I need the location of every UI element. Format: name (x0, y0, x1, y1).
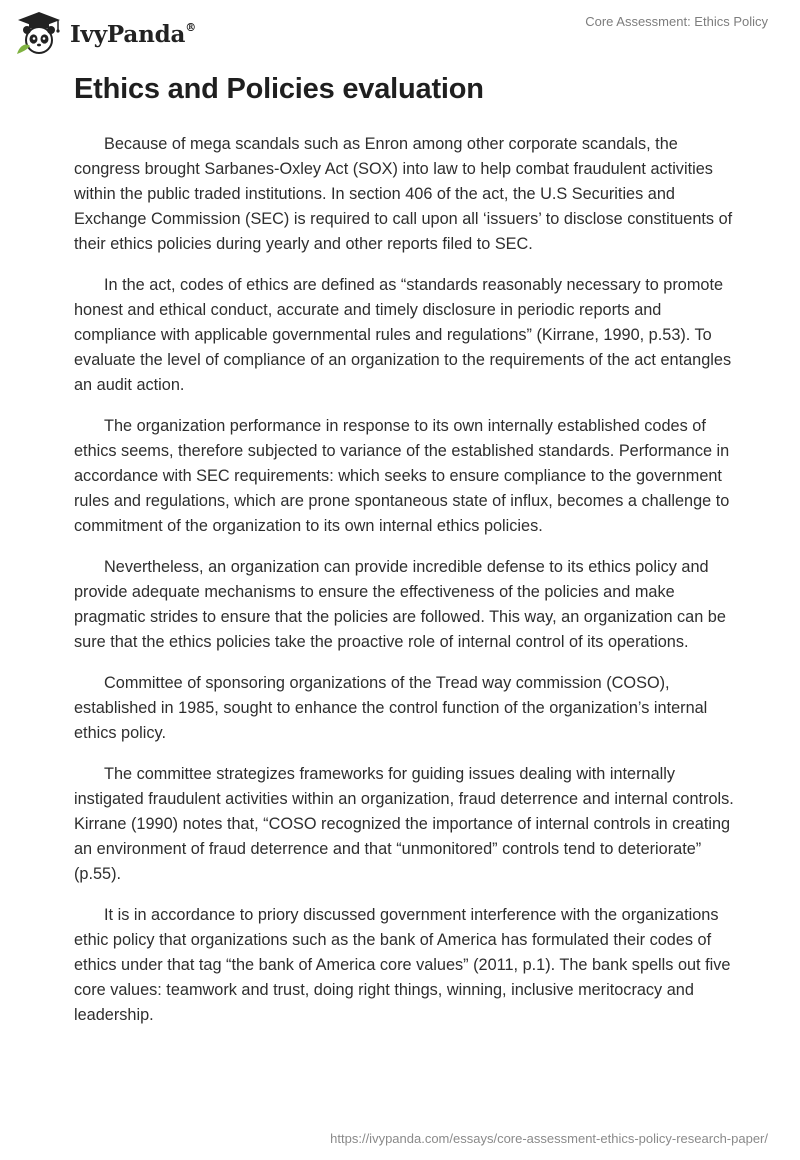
panda-graduation-cap-icon (14, 10, 64, 56)
paragraph: The organization performance in response to its own internally established codes of ethics seems, therefore subjected to variance of the established standards. Performance in accordance with SEC requirements: which seeks to ensure compliance to the government rules and regulations, which are prone spontaneous state of influx, becomes a challenge to commitment of the organization to its own internal ethics policies. (74, 417, 730, 535)
page-header (0, 0, 800, 64)
paragraph: Committee of sponsoring organizations of the Tread way commission (COSO), established in 1985, sought to enhance the control function of the organization’s internal ethics policy. (74, 674, 708, 742)
page-title: Ethics and Policies evaluation (74, 73, 484, 105)
paragraph: In the act, codes of ethics are defined as “standards reasonably necessary to promote honest and ethical conduct, accurate and timely disclosure in periodic reports and compliance with applicable governmental rules and regulations” (Kirrane, 1990, p.53). To evaluate the level of compliance of an organization to the requirements of the act entangles an audit action. (74, 276, 732, 394)
brand-name: IvyPanda® (70, 20, 196, 48)
paragraph: It is in accordance to priory discussed government interference with the organizations ethic policy that organizations such as the bank of America has formulated their codes of ethics under that tag “the bank of America core values” (2011, p.1). The bank spells out five core values: teamwork and trust, doing right things, winning, inclusive meritocracy and leadership. (74, 906, 731, 1024)
article-body (74, 132, 734, 1044)
ivypanda-logo[interactable] (14, 10, 196, 56)
paragraph: Because of mega scandals such as Enron among other corporate scandals, the congress brought Sarbanes-Oxley Act (SOX) into law to help combat fraudulent activities within the public traded institutions. In section 406 of the act, the U.S Securities and Exchange Commission (SEC) is required to call upon all ‘issuers’ to disclose constituents of their ethics policies during yearly and other reports filed to SEC. (74, 135, 733, 253)
paragraph: The committee strategizes frameworks for guiding issues dealing with internally instigated fraudulent activities within an organization, fraud deterrence and internal controls. Kirrane (1990) notes that, “COSO recognized the importance of internal controls in creating an environment of fraud deterrence and that “unmonitored” controls tend to deteriorate” (p.55). (74, 765, 734, 883)
paragraph: Nevertheless, an organization can provide incredible defense to its ethics policy and provide adequate mechanisms to ensure the effectiveness of the policies and make pragmatic strides to ensure that the policies are followed. This way, an organization can be sure that the ethics policies take the proactive role of internal control of its operations. (74, 558, 726, 651)
document-label: Core Assessment: Ethics Policy (585, 14, 768, 29)
source-url-link[interactable]: https://ivypanda.com/essays/core-assessment-ethics-policy-research-paper/ (330, 1131, 768, 1146)
